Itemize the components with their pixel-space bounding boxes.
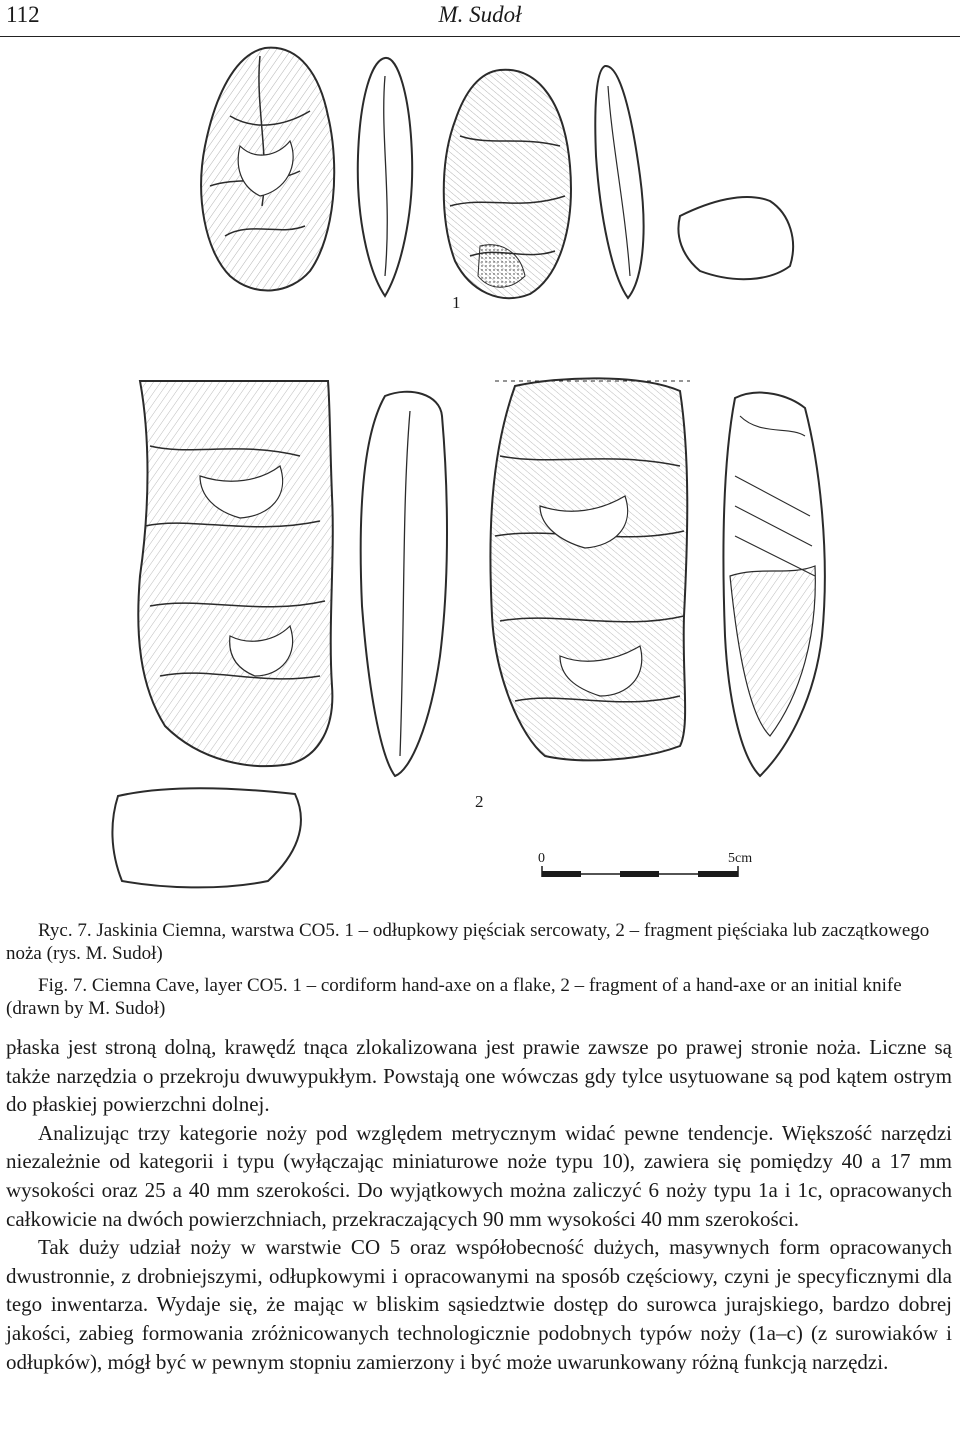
artifact-2-face-b (490, 378, 690, 760)
scale-label-max: 5cm (728, 851, 753, 866)
figure-7 (0, 36, 960, 916)
artifact-2-profile (361, 392, 447, 776)
artifact-1-section (678, 197, 793, 279)
scale-label-zero: 0 (538, 851, 545, 866)
page-header (0, 0, 960, 37)
paragraph-3: Tak duży udział noży w warstwie CO 5 oraz współobecność dużych, masywnych form opracowanych dwustronnie, z drobniejszymi, odłupkowymi i opracowanymi na sposób częściowy, czyni je specyficznymi dla tego inwentarza. Wydaje się, że mając w bliskim sąsiedztwie dostęp do surowca jurajskiego, bardzo dobrej jakości, zabieg formowania zróżnicowanych technologicznie podobnych typów noży (1a–c) (z surowiaków i odłupków), mógł być w pewnym stopniu zamierzony i być może uwarunkowany różną funkcją narzędzi. (6, 1235, 952, 1374)
artifact-2-edge (723, 393, 824, 776)
caption-polish: Ryc. 7. Jaskinia Ciemna, warstwa CO5. 1 – odłupkowy pięściak sercowaty, 2 – fragment pięściaka lub zaczątkowego noża (rys. M. Sudoł) (6, 920, 930, 964)
paragraph-2: Analizując trzy kategorie noży pod względem metrycznym widać pewne tendencje. Większość narzędzi niezależnie od kategorii i typu (wyłączając miniaturowe noże typu 10), zawiera się pomiędzy 40 a 17 mm wysokości oraz 25 a 40 mm szerokości. Do wyjątkowych można zaliczyć 6 noży typu 1a i 1c, opracowanych całkowicie na dwóch powierzchniach, przekraczających 90 mm wysokości 40 mm szerokości. (6, 1120, 952, 1231)
page-number: 112 (6, 2, 40, 27)
artifact-1-edge (595, 66, 643, 298)
caption-english: Fig. 7. Ciemna Cave, layer CO5. 1 – cordiform hand-axe on a flake, 2 – fragment of a hand-axe or an initial knife (drawn by M. Sudoł) (6, 975, 902, 1019)
artifact-drawings (0, 36, 960, 916)
body-text (6, 1033, 952, 1376)
artifact-2-section (112, 788, 301, 887)
artifact-1-face-a (201, 48, 334, 291)
paragraph-1: płaska jest stroną dolną, krawędź tnąca zlokalizowana jest prawie zawsze po prawej stronie noża. Liczne są także narzędzia o przekroju dwuwypukłym. Powstają one wówczas gdy tylce usytuowane są pod kątem ostrym do płaskiej powierzchni dolnej. (6, 1035, 952, 1117)
artifact-2-face-a (138, 381, 333, 766)
artifact-1-face-b (444, 70, 571, 298)
scale-bar (542, 866, 738, 877)
figure-label-1: 1 (452, 293, 461, 312)
running-head: M. Sudoł (438, 2, 522, 27)
artifact-1-profile (358, 58, 412, 296)
figure-label-2: 2 (475, 792, 484, 811)
